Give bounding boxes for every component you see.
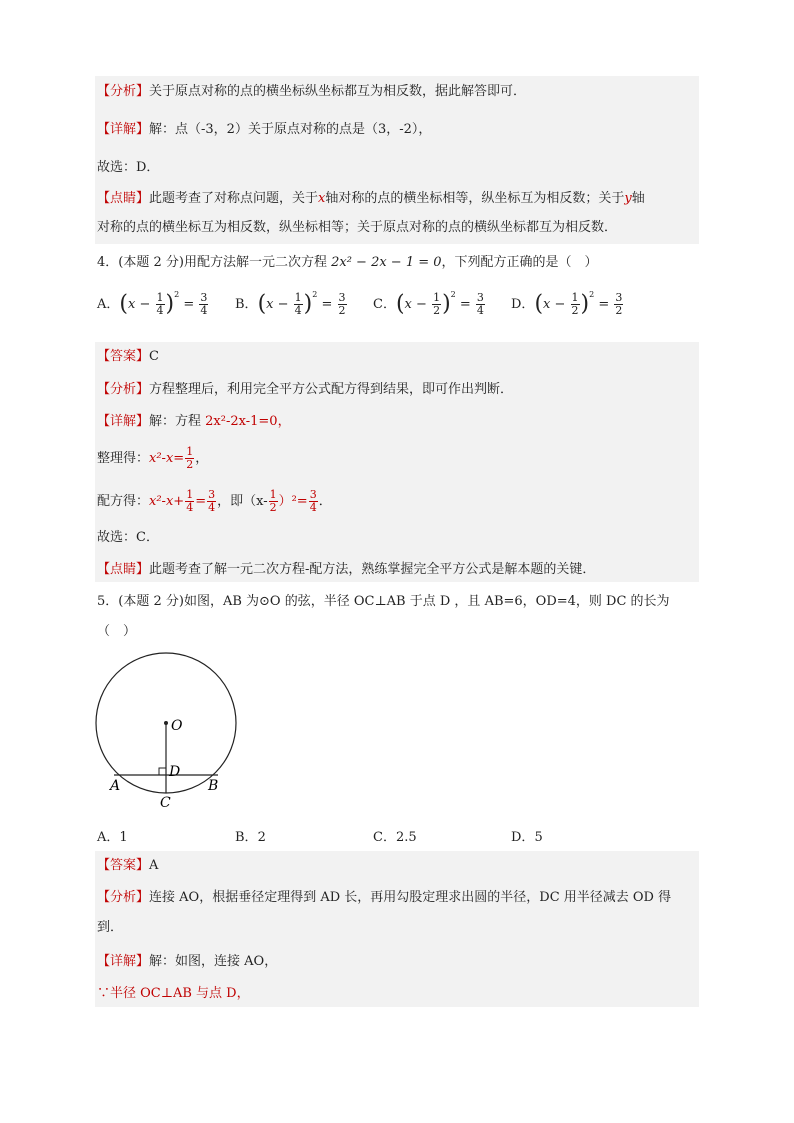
q5-detail: 【详解】解：如图，连接 AO，: [97, 954, 278, 969]
q4-choose: 故选：C．: [97, 530, 159, 545]
q5-option-c: C．2.5: [373, 830, 417, 845]
q4-detail: 【详解】解：方程 2x²-2x-1=0，: [97, 414, 291, 429]
q5-stem-line2: （ ）: [97, 624, 137, 639]
q5-analysis-line1: 【分析】连接 AO，根据垂径定理得到 AD 长，再用勾股定理求出圆的半径，DC 用半径减去 OD 得: [97, 890, 672, 905]
q4-option-d: D．(x − $\frac{1}{2}$ )$^2$ = $\frac{3}{2}$: [511, 290, 623, 317]
q4-step1: 整理得：x²-x= $\frac{1}{2}$ ，: [97, 445, 209, 471]
q5-answer: 【答案】A: [97, 858, 159, 873]
q3-analysis: 【分析】关于原点对称的点的横坐标纵坐标都互为相反数，据此解答即可．: [97, 84, 527, 99]
q4-option-b: B．(x − $\frac{1}{4}$ )$^2$ = $\frac{3}{2}$: [235, 290, 346, 317]
q3-choose: 故选：D．: [97, 160, 160, 175]
q5-circle-figure: [95, 648, 245, 813]
q3-comment-line2: 对称的点的横坐标互为相反数，纵坐标相等；关于原点对称的点的横纵坐标都互为相反数．: [97, 220, 618, 235]
q5-analysis-line2: 到．: [97, 920, 124, 935]
q5-because: ∵半径 OC⊥AB 与点 D，: [97, 986, 250, 1001]
q3-comment-line1: 【点睛】此题考查了对称点问题，关于x轴对称的点的横坐标相等，纵坐标互为相反数；关于y轴: [97, 191, 645, 206]
q5-option-b: B．2: [235, 830, 266, 845]
label-c: C: [160, 795, 171, 811]
q5-option-a: A．1: [97, 830, 128, 845]
q4-option-c: C．(x − $\frac{1}{2}$ )$^2$ = $\frac{3}{4}$: [373, 290, 484, 317]
right-angle-mark: [159, 768, 166, 775]
q4-analysis: 【分析】方程整理后，利用完全平方公式配方得到结果，即可作出判断．: [97, 382, 514, 397]
q3-detail: 【详解】解：点（-3，2）关于原点对称的点是（3，-2），: [97, 122, 432, 137]
q4-option-a: A．(x − $\frac{1}{4}$ )$^2$ = $\frac{3}{4}$: [97, 290, 208, 317]
q4-stem: 4．(本题 2 分)用配方法解一元二次方程 2x² − 2x − 1 = 0，下列配方正确的是（ ）: [97, 255, 598, 270]
q5-stem-line1: 5．(本题 2 分)如图，AB 为⊙O 的弦，半径 OC⊥AB 于点 D ，且 AB=6，OD=4，则 DC 的长为: [97, 594, 670, 609]
q4-comment: 【点睛】此题考查了解一元二次方程-配方法，熟练掌握完全平方公式是解本题的关键．: [97, 562, 596, 577]
q4-answer: 【答案】C: [97, 349, 159, 364]
center-dot: [164, 721, 168, 725]
label-o: O: [171, 718, 183, 734]
label-b: B: [208, 778, 219, 794]
label-a: A: [110, 778, 121, 794]
label-d: D: [169, 764, 181, 780]
q5-option-d: D．5: [511, 830, 543, 845]
q4-step2: 配方得：x²-x+ $\frac{1}{4}$ = $\frac{3}{4}$ ，即（x- $\frac{1}{2}$ ）²= $\frac{3}{4}$ ．: [97, 488, 332, 514]
